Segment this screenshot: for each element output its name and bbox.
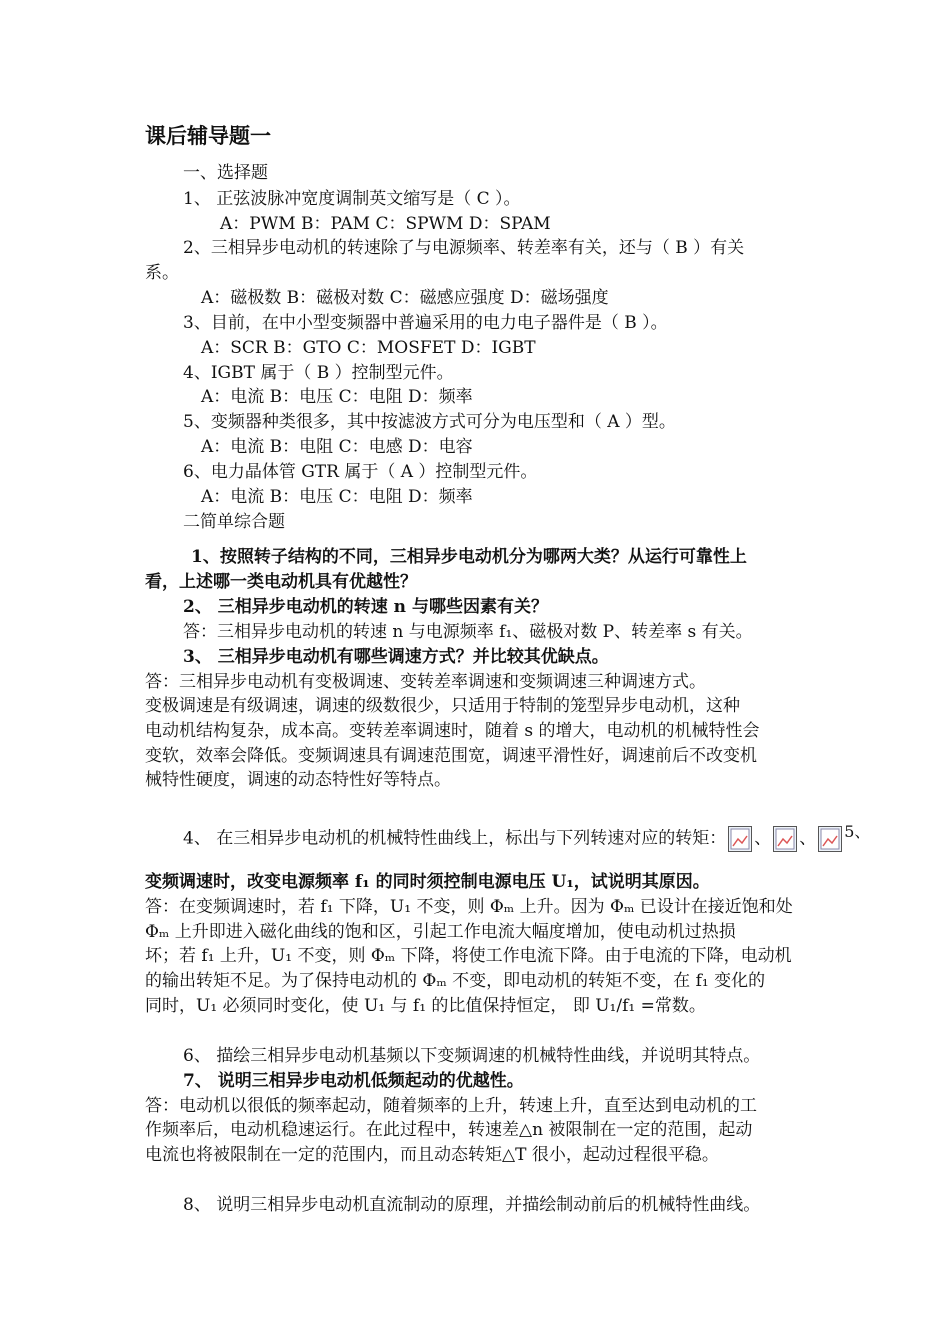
separator-mark: 、 [754, 828, 772, 849]
question-1: 1、 正弦波脉冲宽度调制英文缩写是（ C ）。 [183, 189, 521, 209]
page-title: 课后辅导题一 [145, 124, 271, 148]
short-question-5: 变频调速时，改变电源频率 f₁ 的同时须控制电源电压 U₁，试说明其原因。 [145, 872, 710, 892]
question-6-options: A：电流 B：电压 C：电阻 D：频率 [201, 487, 473, 507]
short-question-4 [183, 820, 870, 852]
question-6: 6、电力晶体管 GTR 属于（ A ）控制型元件。 [183, 462, 538, 482]
short-question-4-tail: 5、 [844, 822, 871, 841]
section-choice-heading: 一、选择题 [183, 163, 268, 183]
broken-image-icon [728, 826, 752, 852]
question-5: 5、变频器种类很多，其中按滤波方式可分为电压型和（ A ）型。 [183, 412, 676, 432]
question-5-options: A：电流 B：电阻 C：电感 D：电容 [201, 437, 473, 457]
short-question-5-answer-line: 坏；若 f₁ 上升，U₁ 不变，则 Φₘ 下降，将使工作电流下降。由于电流的下降，电动机 [145, 946, 792, 966]
short-question-3-answer-line: 答：三相异步电动机有变极调速、变转差率调速和变频调速三种调速方式。 [145, 672, 706, 692]
question-1-options: A：PWM B：PAM C：SPWM D：SPAM [220, 214, 551, 234]
short-question-1: 1、按照转子结构的不同，三相异步电动机分为哪两大类？从运行可靠性上 [191, 547, 747, 567]
short-question-5-answer-line: 答：在变频调速时，若 f₁ 下降，U₁ 不变，则 Φₘ 上升。因为 Φₘ 已设计在接近饱和处 [145, 897, 793, 917]
broken-image-icon [773, 826, 797, 852]
question-2-options: A：磁极数 B：磁极对数 C：磁感应强度 D：磁场强度 [201, 288, 609, 308]
short-question-7: 7、 说明三相异步电动机低频起动的优越性。 [183, 1071, 524, 1091]
short-question-3-answer-line: 械特性硬度，调速的动态特性好等特点。 [145, 770, 451, 790]
short-question-7-answer-line: 电流也将被限制在一定的范围内，而且动态转矩△T 很小，起动过程很平稳。 [145, 1145, 719, 1165]
broken-image-icon [818, 826, 842, 852]
short-question-4-text: 4、 在三相异步电动机的机械特性曲线上，标出与下列转速对应的转矩： [183, 828, 727, 849]
short-question-2: 2、 三相异步电动机的转速 n 与哪些因素有关？ [183, 597, 548, 617]
short-question-8: 8、 说明三相异步电动机直流制动的原理，并描绘制动前后的机械特性曲线。 [183, 1195, 761, 1215]
short-question-7-answer-line: 答：电动机以很低的频率起动，随着频率的上升，转速上升，直至达到电动机的工 [145, 1096, 757, 1116]
short-question-5-answer-line: 同时，U₁ 必须同时变化，使 U₁ 与 f₁ 的比值保持恒定， 即 U₁/f₁ =常数。 [145, 996, 706, 1016]
short-question-2-answer: 答：三相异步电动机的转速 n 与电源频率 f₁、磁极对数 P、转差率 s 有关。 [183, 622, 753, 642]
section-comprehensive-heading: 二简单综合题 [183, 512, 285, 532]
short-question-5-answer-line: 的输出转矩不足。为了保持电动机的 Φₘ 不变，即电动机的转矩不变，在 f₁ 变化的 [145, 971, 766, 991]
short-question-6: 6、 描绘三相异步电动机基频以下变频调速的机械特性曲线，并说明其特点。 [183, 1046, 761, 1066]
short-question-3: 3、 三相异步电动机有哪些调速方式？并比较其优缺点。 [183, 647, 609, 667]
short-question-3-answer-line: 电动机结构复杂，成本高。变转差率调速时，随着 s 的增大，电动机的机械特性会 [145, 721, 760, 741]
short-question-3-answer-line: 变极调速是有级调速，调速的级数很少，只适用于特制的笼型异步电动机，这种 [145, 696, 740, 716]
question-3-options: A：SCR B：GTO C：MOSFET D：IGBT [201, 338, 536, 358]
short-question-1-continued: 看，上述哪一类电动机具有优越性？ [145, 572, 417, 592]
short-question-3-answer-line: 变软，效率会降低。变频调速具有调速范围宽，调速平滑性好，调速前后不改变机 [145, 746, 757, 766]
short-question-5-answer-line: Φₘ 上升即进入磁化曲线的饱和区，引起工作电流大幅度增加，使电动机过热损 [145, 922, 736, 942]
question-2-continued: 系。 [145, 263, 179, 283]
separator-mark: 、 [799, 828, 817, 849]
question-4-options: A：电流 B：电压 C：电阻 D：频率 [201, 387, 473, 407]
question-3: 3、目前，在中小型变频器中普遍采用的电力电子器件是（ B ）。 [183, 313, 668, 333]
question-2: 2、三相异步电动机的转速除了与电源频率、转差率有关，还与（ B ）有关 [183, 238, 745, 258]
question-4: 4、IGBT 属于（ B ）控制型元件。 [183, 363, 454, 383]
short-question-7-answer-line: 作频率后，电动机稳速运行。在此过程中，转速差△n 被限制在一定的范围，起动 [145, 1120, 753, 1140]
